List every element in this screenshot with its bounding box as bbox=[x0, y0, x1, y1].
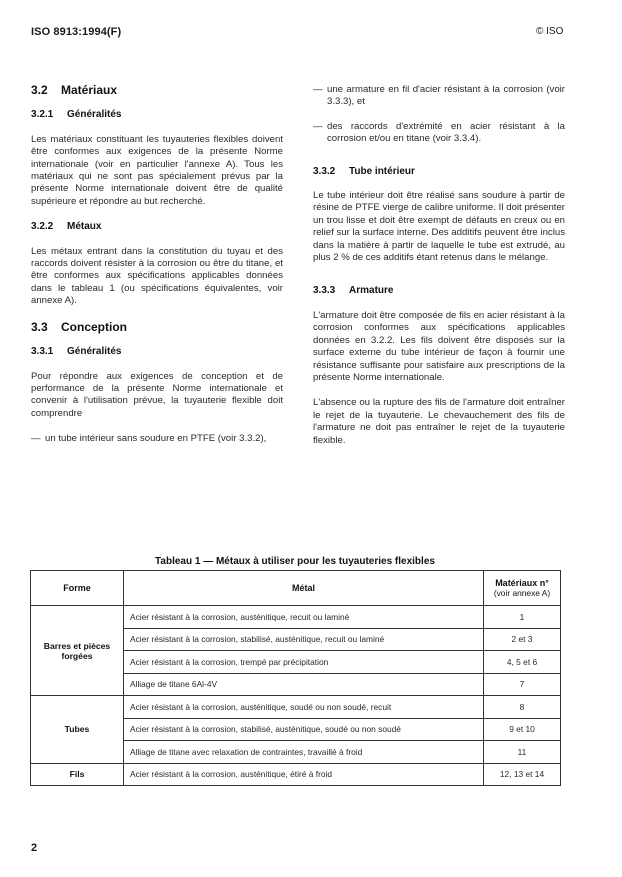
section-title: Armature bbox=[349, 285, 394, 297]
paragraph-3-3-1: Pour répondre aux exigences de conception et de performance de la présente Norme internationale et convenir à l'utilisation prévue, la tuyauterie flexible doit comprendre bbox=[31, 370, 283, 419]
section-title: Matériaux bbox=[61, 83, 118, 97]
section-title: Généralités bbox=[67, 109, 122, 121]
section-number: 3.2 bbox=[31, 83, 48, 97]
section-heading-3-3 bbox=[31, 321, 283, 333]
materiaux-cell: 12, 13 et 14 bbox=[484, 763, 561, 786]
metals-table bbox=[30, 570, 561, 786]
list-item-text: un tube intérieur sans soudure en PTFE (voir 3.3.2), bbox=[45, 433, 267, 445]
header-materiaux-sub: (voir annexe A) bbox=[493, 588, 551, 598]
dash-bullet: — bbox=[31, 433, 41, 445]
list-item-text: des raccords d'extrémité en acier résistant à la corrosion et/ou en titane (voir 3.3.4). bbox=[327, 120, 565, 145]
dash-bullet: — bbox=[313, 120, 323, 132]
section-title: Généralités bbox=[67, 346, 122, 358]
table-header-row bbox=[31, 571, 561, 606]
forme-cell: Barres et pièces forgées bbox=[31, 606, 124, 696]
list-item bbox=[313, 121, 565, 146]
section-heading-3-3-1 bbox=[31, 346, 283, 358]
materiaux-cell: 9 et 10 bbox=[484, 718, 561, 741]
metal-cell: Acier résistant à la corrosion, stabilisé, austénitique, recuit ou laminé bbox=[124, 628, 484, 651]
section-heading-3-2 bbox=[31, 84, 283, 96]
metal-cell: Acier résistant à la corrosion, austénitique, étiré à froid bbox=[124, 763, 484, 786]
section-title: Métaux bbox=[67, 221, 102, 233]
section-heading-3-2-2 bbox=[31, 221, 283, 233]
materiaux-cell: 1 bbox=[484, 606, 561, 629]
page-number: 2 bbox=[31, 842, 38, 854]
paragraph-3-2-2: Les métaux entrant dans la constitution du tuyau et des raccords doivent résister à la corrosion ou être du titane, et être conformes aux spécifications applicables données dans le tableau 1 (ou spécifications équivalentes, voir annexe A). bbox=[31, 245, 283, 307]
metal-cell: Acier résistant à la corrosion, austénitique, soudé ou non soudé, recuit bbox=[124, 696, 484, 719]
section-title: Tube intérieur bbox=[349, 165, 415, 177]
section-heading-3-3-3 bbox=[313, 285, 565, 297]
forme-cell: Fils bbox=[31, 763, 124, 786]
paragraph-3-3-2: Le tube intérieur doit être réalisé sans soudure à partir de résine de PTFE vierge de calibre uniforme. Il doit présenter un trou lisse et doit être exempt de défauts en creux ou en relief sur la surface interne. Des additifs peuvent être inclus dans la matière à partir de laquelle le tube est extrudé, au plus 2 % de ces additifs étant retenus dans le mélange. bbox=[313, 190, 565, 264]
section-heading-3-3-2 bbox=[313, 166, 565, 178]
list-item bbox=[31, 433, 283, 445]
materiaux-cell: 8 bbox=[484, 696, 561, 719]
metal-cell: Acier résistant à la corrosion, trempé par précipitation bbox=[124, 651, 484, 674]
left-column bbox=[31, 84, 283, 458]
metal-cell: Alliage de titane avec relaxation de contraintes, travaillé à froid bbox=[124, 741, 484, 764]
section-heading-3-2-1 bbox=[31, 109, 283, 121]
list-item-text: une armature en fil d'acier résistant à la corrosion (voir 3.3.3), et bbox=[327, 84, 565, 108]
materiaux-cell: 2 et 3 bbox=[484, 628, 561, 651]
paragraph-3-2-1: Les matériaux constituant les tuyauteries flexibles doivent être conformes aux exigences de la présente Norme internationale (voir en particulier l'annexe A). Tous les matériaux qui ne sont pas spécialement prévus par la présente Norme internationale doivent être de qualité supérieure et répondre au but recherché. bbox=[31, 133, 283, 207]
section-number: 3.3.1 bbox=[31, 346, 54, 358]
table-row bbox=[31, 696, 561, 719]
section-number: 3.3.3 bbox=[313, 285, 336, 297]
right-column bbox=[313, 84, 565, 460]
table-row bbox=[31, 763, 561, 786]
paragraph-3-3-3-b: L'absence ou la rupture des fils de l'armature doit entraîner le rejet de la tuyauterie. Le chevauchement des fils de l'armature ne doit pas entraîner le rejet de la tuyauterie flexible. bbox=[313, 397, 565, 446]
forme-cell: Tubes bbox=[31, 696, 124, 764]
metal-cell: Acier résistant à la corrosion, stabilisé, austénitique, soudé ou non soudé bbox=[124, 718, 484, 741]
section-number: 3.2.2 bbox=[31, 221, 54, 233]
materiaux-cell: 11 bbox=[484, 741, 561, 764]
materiaux-cell: 7 bbox=[484, 673, 561, 696]
header-forme: Forme bbox=[31, 571, 124, 606]
copyright-notice: © ISO bbox=[536, 26, 564, 37]
section-title: Conception bbox=[61, 319, 127, 334]
table-caption: Tableau 1 — Métaux à utiliser pour les tuyauteries flexibles bbox=[155, 556, 435, 567]
header-materiaux bbox=[484, 571, 561, 606]
list-item bbox=[313, 84, 565, 109]
table-row bbox=[31, 606, 561, 629]
header-metal: Métal bbox=[124, 571, 484, 606]
section-number: 3.2.1 bbox=[31, 109, 54, 121]
paragraph-3-3-3-a: L'armature doit être composée de fils en acier résistant à la corrosion conformes aux spécifications applicables données en 3.2.2. Les fils doivent être disposés sur la surface externe du tube intérieur de façon à fournir une résistance suffisante pour satisfaire aux prescriptions de la présente Norme internationale. bbox=[313, 309, 565, 383]
header-materiaux-label: Matériaux n° bbox=[495, 578, 549, 588]
metal-cell: Acier résistant à la corrosion, austénitique, recuit ou laminé bbox=[124, 606, 484, 629]
section-number: 3.3 bbox=[31, 319, 48, 334]
section-number: 3.3.2 bbox=[313, 165, 336, 177]
standard-reference: ISO 8913:1994(F) bbox=[31, 26, 122, 38]
dash-bullet: — bbox=[313, 84, 323, 95]
metal-cell: Alliage de titane 6Al-4V bbox=[124, 673, 484, 696]
materiaux-cell: 4, 5 et 6 bbox=[484, 651, 561, 674]
